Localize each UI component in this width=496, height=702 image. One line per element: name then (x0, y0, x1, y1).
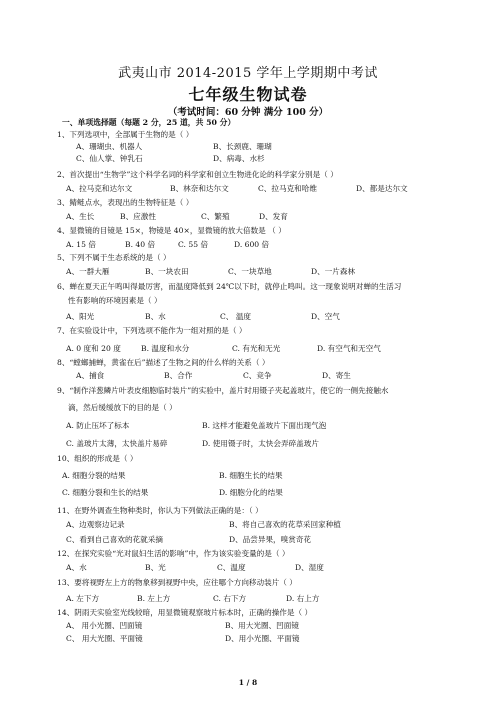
question-8-options: A、捕食 B、合作 C、竞争 D、寄生 (76, 371, 351, 380)
exam-info: （考试时间：60 分钟 满分 100 分） (167, 107, 329, 118)
page-number: 1 / 8 (238, 678, 258, 687)
question-11-options: C、看到自己喜欢的花就采摘 D、品尝异果，嗅赏奇花 (66, 535, 312, 544)
question-13: 13、要将视野左上方的物象移到视野中央，应往哪个方向移动装片（ ） (57, 578, 297, 587)
question-8: 8、“螳螂捕蝉，黄雀在后”描述了生物之间的什么样的关系（ ） (57, 358, 270, 367)
question-4: 4、显微镜的目镜是 15×，物镜是 40×，显微镜的放大倍数是 （ ） (57, 226, 286, 235)
question-5-options: A、一群大雁 B、一块农田 C、一块草地 D、一片森林 (66, 267, 356, 276)
section-heading: 一、单项选择题（每题 2 分，25 道，共 50 分） (62, 118, 236, 127)
question-9-options: C. 盖玻片太薄，太快盖片易碎 D. 使用镊子时，太快会弄碎盖玻片 (66, 439, 319, 448)
question-7-options: A. 0 度和 20 度 B. 温度和水分 C. 有光和无光 D. 有空气和无空气 (66, 344, 381, 353)
question-6: 6、蝉在夏天正午鸣叫得最厉害，而温度降低到 24℃以下时，就停止鸣叫。这一现象说明对蝉的生活习 (57, 282, 402, 291)
question-1-options: A、珊瑚虫、机器人 B、长颈鹿、珊瑚 (76, 142, 272, 151)
question-14-options: A、 用小光圈、凹面镜 B、用大光圈、凹面镜 (66, 621, 299, 630)
question-9: 9、“制作洋葱鳞片叶表皮细胞临时装片”的实验中，盖片时用镊子夹起盖玻片，使它的一侧先接触水 (57, 386, 389, 395)
question-3: 3、鲭鲢点水，表现出的生物特征是（ ） (57, 198, 194, 207)
question-5: 5、下列不属于生态系统的是（ ） (57, 253, 171, 262)
question-2-options: A、拉马克和达尔文 B、林奈和达尔文 C、拉马克和哈维 D、都是达尔文 (66, 184, 408, 193)
question-14-options: C、 用大光圈、平面镜 D、用小光圈、平面镜 (66, 634, 300, 643)
exam-title: 武夷山市 2014-2015 学年上学期期中考试 (118, 66, 378, 81)
question-10-options: C. 细胞分裂和生长的结果 D. 细胞分化的结果 (62, 488, 283, 497)
question-4-options: A. 15 倍 B. 40 倍 C. 55 倍 D. 600 倍 (66, 240, 270, 249)
question-1-options: C、仙人掌、钟乳石 D、病毒、水杉 (76, 154, 265, 163)
question-12: 12、在探究实验“光对鼠妇生活的影响”中，作为该实验变量的是（ ） (57, 549, 290, 558)
question-6-options: A、阳光 B、水 C、 温度 D、空气 (66, 312, 340, 321)
question-9-cont: 滴，然后缓缓放下的目的是（ ） (68, 403, 177, 412)
question-11: 11、在野外调查生物种类时，你认为下列做法正确的是：（ ） (57, 506, 263, 515)
question-1: 1、下列选项中，全部属于生物的是（ ） (57, 130, 194, 139)
question-3-options: A、生长 B、应激性 C、繁殖 D、发育 (66, 212, 288, 221)
exam-subtitle: 七年级生物试卷 (188, 85, 308, 104)
question-11-options: A、边观察边记录 B、将自己喜欢的花草采回家种植 (66, 520, 341, 529)
question-13-options: A. 左下方 B. 左上方 C. 右下方 D. 右上方 (66, 594, 320, 603)
question-12-options: A、水 B、光 C、温度 D、湿度 (66, 563, 324, 572)
question-2: 2、首次提出“生物学”这个科学名词的科学家和创立生物进化论的科学家分别是（ ） (57, 170, 338, 179)
question-9-options: A. 防止压坏了标本 B. 这样才能避免盖玻片下面出现气泡 (66, 421, 327, 430)
question-6-cont: 性有影响的环境因素是（ ） (68, 296, 162, 305)
question-10-options: A. 细胞分裂的结果 B. 细胞生长的结果 (62, 471, 283, 480)
question-7: 7、在实验设计中，下列选项不能作为一组对照的是（ ） (57, 326, 247, 335)
question-14: 14、阴雨天实验室光线较暗，用显微镜观察玻片标本时，正确的操作是（ ） (57, 608, 313, 617)
question-10: 10、组织的形成是（ ） (57, 454, 138, 463)
